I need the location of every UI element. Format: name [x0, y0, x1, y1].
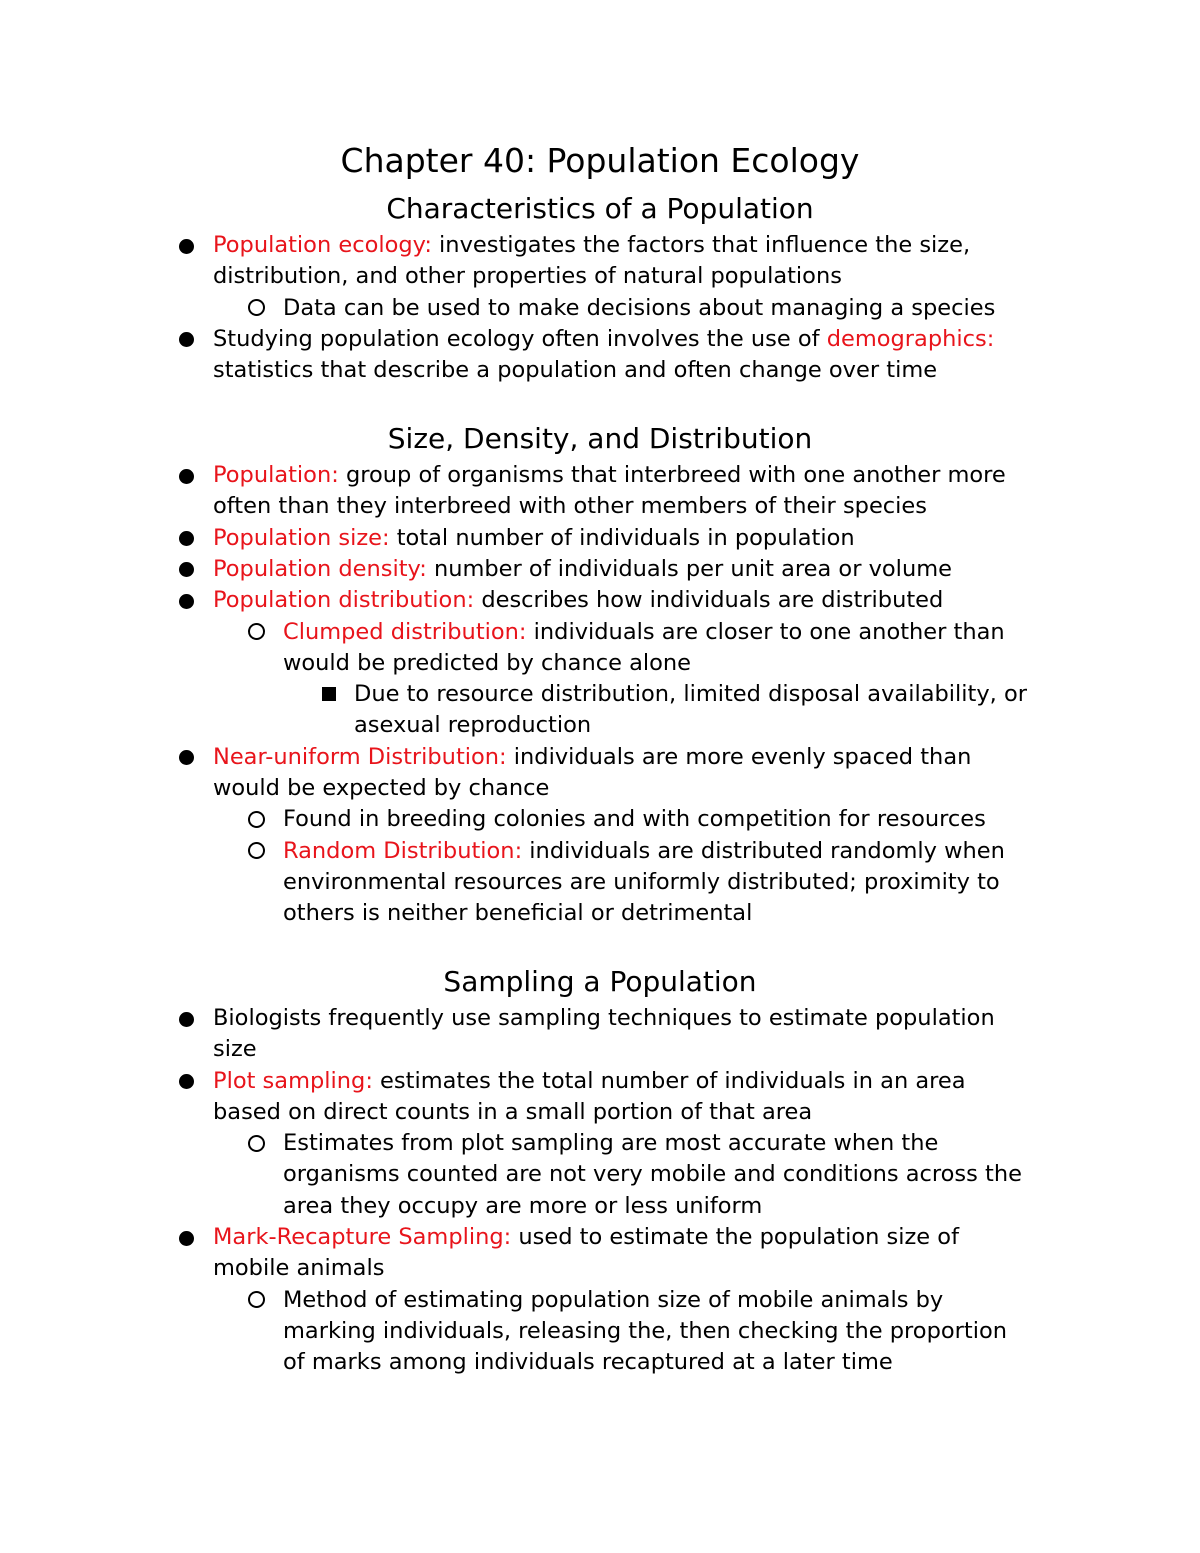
section-heading: Characteristics of a Population: [386, 192, 814, 225]
definition-text: environmental resources are uniformly distributed; proximity to: [283, 868, 1000, 895]
list-item-line: [283, 1285, 1007, 1316]
list-item-line: [283, 898, 1005, 929]
list-item-line: [213, 585, 943, 616]
definition-text: Due to resource distribution, limited disposal availability, or: [354, 681, 1027, 708]
list-item: [213, 742, 971, 805]
list-item: [354, 679, 1027, 742]
list-item: [213, 1066, 966, 1129]
bullet-disc-icon: [179, 562, 194, 577]
definition-text: asexual reproduction: [354, 712, 592, 739]
list-item: [213, 230, 970, 293]
list-item: [283, 804, 986, 835]
list-item-line: [213, 460, 1006, 491]
list-item: [213, 523, 855, 554]
term-highlight: Population:: [213, 462, 339, 488]
definition-text: Biologists frequently use sampling techniques to estimate population: [213, 1005, 995, 1031]
definition-text: group of organisms that interbreed with one another more: [338, 462, 1006, 488]
list-item-line: [213, 355, 994, 386]
bullet-disc-icon: [179, 594, 194, 609]
section-heading: Size, Density, and Distribution: [387, 422, 813, 455]
bullet-square-icon: [322, 687, 336, 701]
list-item-line: [213, 773, 971, 804]
term-highlight: Population ecology:: [213, 232, 432, 258]
definition-text: marking individuals, releasing the, then checking the proportion: [283, 1317, 1007, 1344]
list-item-line: [213, 324, 994, 355]
list-item-line: [283, 867, 1005, 898]
list-item-line: [354, 710, 1027, 741]
list-item-line: [283, 617, 1005, 648]
definition-text: Data can be used to make decisions about managing a species: [283, 294, 996, 321]
list-item-line: [283, 1316, 1007, 1347]
list-item-line: [213, 1097, 966, 1128]
list-item-line: [213, 1003, 995, 1034]
bullet-circle-icon: [248, 1135, 265, 1152]
definition-text: Method of estimating population size of mobile animals by: [283, 1286, 944, 1313]
bullet-disc-icon: [179, 531, 194, 546]
section-heading: Sampling a Population: [443, 965, 757, 998]
bullet-disc-icon: [179, 1012, 194, 1027]
definition-text: organisms counted are not very mobile and conditions across the: [283, 1161, 1022, 1188]
list-item-line: [283, 1159, 1022, 1190]
list-item: [283, 1128, 1022, 1222]
list-item-line: [213, 554, 952, 585]
bullet-disc-icon: [179, 332, 194, 347]
definition-text: distribution, and other properties of natural populations: [213, 263, 842, 290]
bullet-circle-icon: [248, 811, 265, 828]
term-highlight: Clumped distribution:: [283, 618, 527, 645]
page-title: Chapter 40: Population Ecology: [340, 141, 860, 180]
list-item: [283, 293, 995, 324]
definition-text: Found in breeding colonies and with competition for resources: [283, 806, 986, 833]
term-highlight: Random Distribution:: [283, 837, 523, 864]
list-item-line: [283, 804, 986, 835]
list-item-line: [213, 1222, 959, 1253]
list-item-line: [283, 1347, 1007, 1378]
definition-text: investigates the factors that influence the size,: [431, 232, 971, 258]
list-item: [213, 460, 1006, 523]
list-item-line: [213, 1253, 959, 1284]
definition-text: of marks among individuals recaptured at a later time: [283, 1349, 893, 1376]
list-item-line: [283, 836, 1005, 867]
definition-text: individuals are distributed randomly when: [522, 837, 1005, 864]
definition-text: size: [213, 1036, 257, 1063]
list-item: [283, 617, 1005, 680]
list-item: [213, 554, 952, 585]
list-item: [213, 324, 994, 387]
list-item-line: [283, 648, 1005, 679]
term-highlight: Plot sampling:: [213, 1067, 373, 1094]
definition-text: Studying population ecology often involves the use of: [213, 325, 827, 352]
term-highlight: Mark-Recapture Sampling:: [213, 1224, 512, 1251]
term-highlight: demographics:: [826, 325, 995, 352]
list-item: [283, 1285, 1007, 1379]
list-item-line: [213, 742, 971, 773]
bullet-circle-icon: [248, 623, 265, 640]
term-highlight: Near-uniform Distribution:: [213, 743, 507, 770]
definition-text: individuals are closer to one another than: [526, 618, 1005, 645]
definition-text: Estimates from plot sampling are most accurate when the: [283, 1130, 939, 1157]
list-item: [283, 836, 1005, 930]
bullet-disc-icon: [179, 469, 194, 484]
list-item-line: [213, 230, 970, 261]
list-item-line: [213, 1034, 995, 1065]
bullet-disc-icon: [179, 750, 194, 765]
definition-text: individuals are more evenly spaced than: [506, 743, 972, 770]
bullet-circle-icon: [248, 1291, 265, 1308]
bullet-circle-icon: [248, 842, 265, 859]
definition-text: total number of individuals in population: [389, 524, 855, 551]
definition-text: would be predicted by chance alone: [283, 649, 691, 676]
bullet-disc-icon: [179, 239, 194, 254]
definition-text: describes how individuals are distributed: [474, 587, 944, 614]
list-item: [213, 1222, 959, 1285]
list-item-line: [213, 1066, 966, 1097]
definition-text: statistics that describe a population and often change over time: [213, 357, 938, 384]
term-highlight: Population size:: [213, 524, 390, 551]
definition-text: used to estimate the population size of: [511, 1224, 959, 1251]
list-item: [213, 585, 943, 616]
list-item: [213, 1003, 995, 1066]
definition-text: often than they interbreed with other members of their species: [213, 493, 927, 520]
bullet-disc-icon: [179, 1231, 194, 1246]
definition-text: mobile animals: [213, 1255, 385, 1282]
term-highlight: Population density:: [213, 555, 427, 582]
definition-text: would be expected by chance: [213, 774, 550, 801]
definition-text: based on direct counts in a small portion of that area: [213, 1098, 813, 1125]
term-highlight: Population distribution:: [213, 587, 475, 614]
definition-text: number of individuals per unit area or volume: [426, 555, 952, 582]
bullet-disc-icon: [179, 1074, 194, 1089]
list-item-line: [213, 523, 855, 554]
list-item-line: [283, 293, 995, 324]
definition-text: estimates the total number of individuals in an area: [372, 1067, 966, 1094]
definition-text: others is neither beneficial or detrimental: [283, 900, 753, 927]
bullet-circle-icon: [248, 299, 265, 316]
list-item-line: [213, 491, 1006, 522]
list-item-line: [354, 679, 1027, 710]
list-item-line: [283, 1128, 1022, 1159]
list-item-line: [213, 261, 970, 292]
definition-text: area they occupy are more or less uniform: [283, 1192, 763, 1219]
list-item-line: [283, 1191, 1022, 1222]
